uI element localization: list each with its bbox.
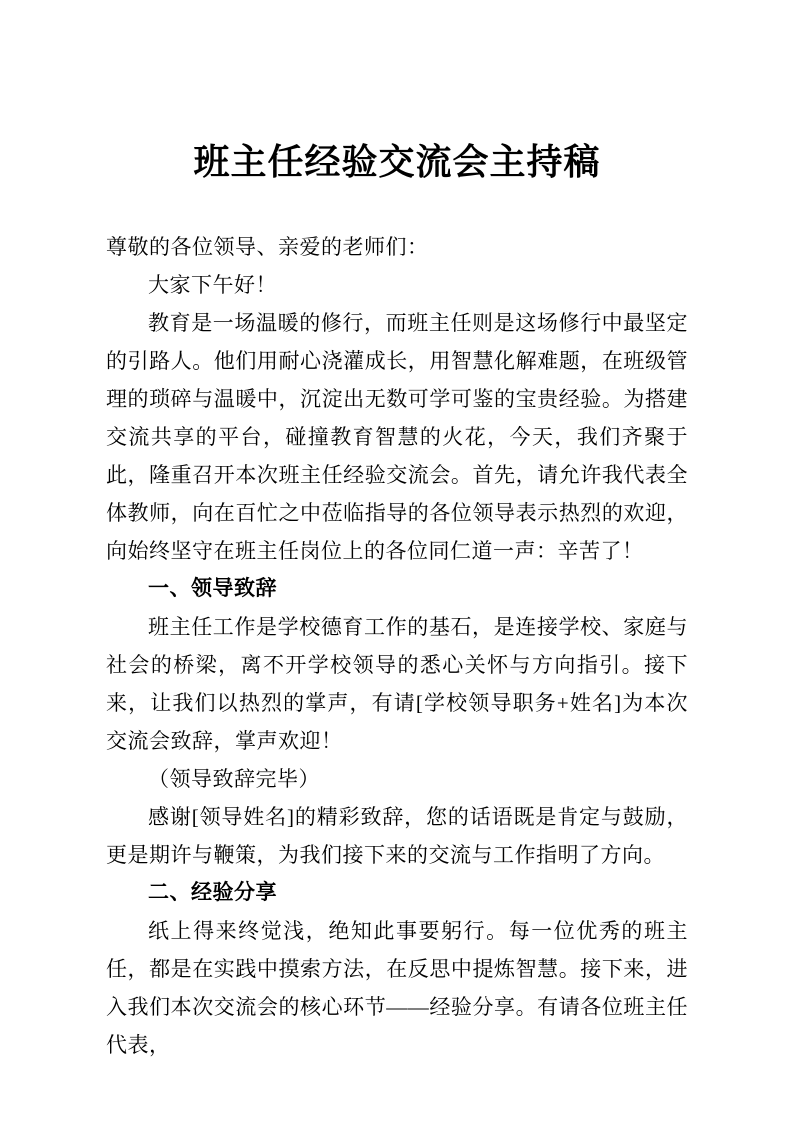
section-heading: 二、经验分享 (148, 881, 277, 904)
paragraph: 班主任工作是学校德育工作的基石，是连接学校、家庭与社会的桥梁，离不开学校领导的悉心关怀与方向指引。接下来，让我们以热烈的掌声，有请[学校领导职务+姓名]为本次交流会致辞，掌声欢迎！ (106, 615, 688, 753)
paragraph: （领导致辞完毕） (148, 767, 320, 791)
paragraph: 感谢[领导姓名]的精彩致辞，您的话语既是肯定与鼓励，更是期许与鞭策，为我们接下来的交流与工作指明了方向。 (106, 805, 688, 867)
document-title: 班主任经验交流会主持稿 (193, 142, 601, 182)
document-body (106, 228, 688, 1064)
paragraph: 教育是一场温暖的修行，而班主任则是这场修行中最坚定的引路人。他们用耐心浇灌成长，用智慧化解难题，在班级管理的琐碎与温暖中，沉淀出无数可学可鉴的宝贵经验。为搭建交流共享的平台，碰撞教育智慧的火花，今天，我们齐聚于此，隆重召开本次班主任经验交流会。首先，请允许我代表全体教师，向在百忙之中莅临指导的各位领导表示热烈的欢迎，向始终坚守在班主任岗位上的各位同仁道一声：辛苦了！ (106, 311, 688, 563)
paragraph: 大家下午好！ (148, 273, 277, 297)
paragraph: 纸上得来终觉浅，绝知此事要躬行。每一位优秀的班主任，都是在实践中摸索方法，在反思中提炼智慧。接下来，进入我们本次交流会的核心环节——经验分享。有请各位班主任代表， (106, 919, 688, 1057)
paragraph: 尊敬的各位领导、亲爱的老师们： (106, 235, 429, 259)
section-heading: 一、领导致辞 (148, 577, 277, 600)
